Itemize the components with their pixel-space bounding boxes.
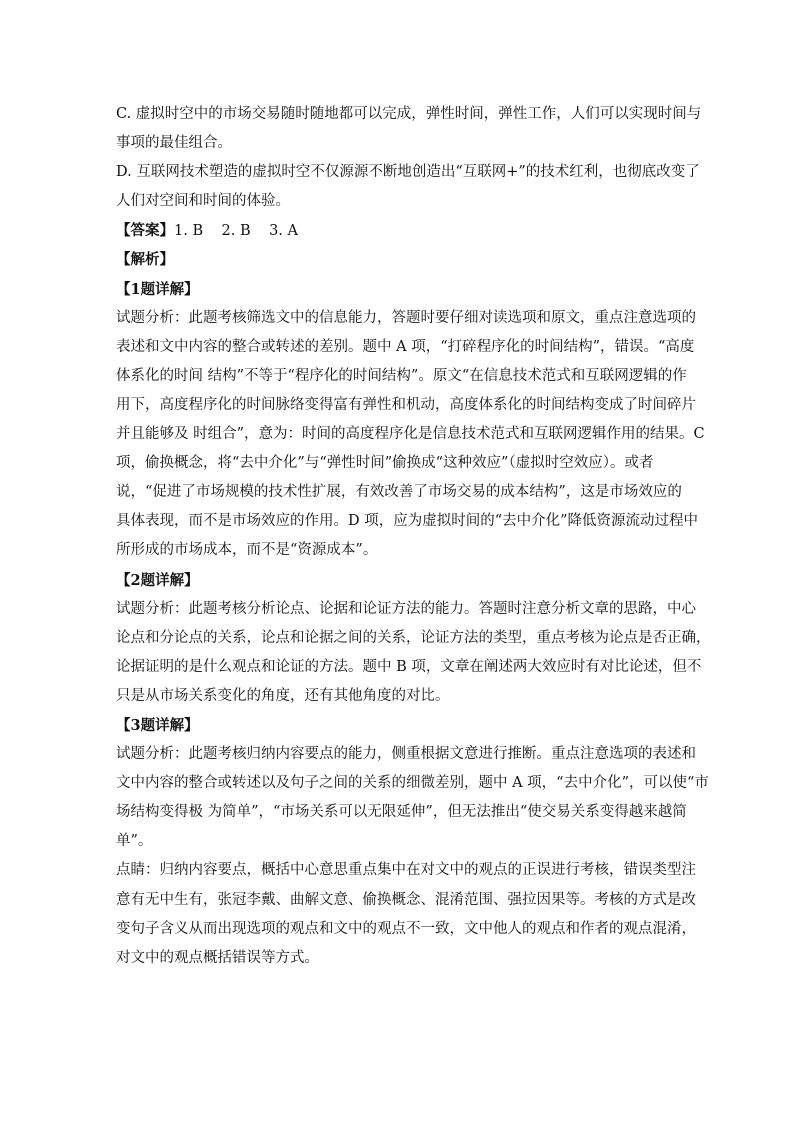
q1-line-2: 表述和文中内容的整合或转述的差别。题中 A 项，“打碎程序化的时间结构”，错误。“高度 xyxy=(116,338,695,355)
q1-heading: 【1题详解】 xyxy=(116,280,199,298)
q2-line-4: 只是从市场关系变化的角度，还有其他角度的对比。 xyxy=(116,687,450,704)
q3-line-2: 文中内容的整合或转述以及句子之间的关系的细微差别，题中 A 项，“去中介化”，可以使“市 xyxy=(116,775,709,792)
q1-line-4: 用下，高度程序化的时间脉络变得富有弹性和机动，高度体系化的时间结构变成了时间碎片 xyxy=(116,396,696,413)
analysis-heading: 【解析】 xyxy=(116,251,174,269)
option-d-line-2: 人们对空间和时间的体验。 xyxy=(116,193,290,210)
q1-line-1: 试题分析：此题考核筛选文中的信息能力，答题时要仔细对读选项和原文，重点注意选项的 xyxy=(116,309,696,326)
document-body xyxy=(116,100,711,973)
tip-line-4: 对文中的观点概括错误等方式。 xyxy=(116,949,319,966)
answer-label: 【答案】 xyxy=(116,222,174,240)
q1-line-9: 所形成的市场成本，而不是“资源成本”。 xyxy=(116,542,378,559)
q2-heading: 【2题详解】 xyxy=(116,571,199,589)
answer-line xyxy=(116,216,684,245)
q3-line-4: 单”。 xyxy=(116,833,153,850)
option-d-line-1: D. 互联网技术塑造的虚拟时空不仅源源不断地创造出“互联网+”的技术红利，也彻底改变了 xyxy=(116,164,700,181)
q1-line-3: 体系化的时间 结构”不等于“程序化的时间结构”。原文“在信息技术范式和互联网逻辑的作 xyxy=(116,367,687,384)
q2-line-2: 论点和分论点的关系，论点和论据之间的关系，论证方法的类型，重点考核为论点是否正确， xyxy=(116,629,711,646)
q1-line-5: 并且能够及 时组合”，意为：时间的高度程序化是信息技术范式和互联网逻辑作用的结果。C xyxy=(116,426,705,443)
answer-value: 1. B 2. B 3. A xyxy=(174,223,298,240)
q2-line-3: 论据证明的是什么观点和论证的方法。题中 B 项，文章在阐述两大效应时有对比论述，但不 xyxy=(116,658,702,675)
tip-line-1: 点睛：归纳内容要点，概括中心意思重点集中在对文中的观点的正误进行考核，错误类型注 xyxy=(116,862,696,879)
q1-line-6: 项，偷换概念，将“去中介化”与“弹性时间”偷换成“这种效应”（虚拟时空效应）。或者 xyxy=(116,455,654,472)
q3-line-3: 场结构变得极 为简单”，“市场关系可以无限延伸”，但无法推出“使交易关系变得越来越简 xyxy=(116,804,687,821)
q3-heading: 【3题详解】 xyxy=(116,716,199,734)
tip-line-2: 意有无中生有，张冠李戴、曲解文意、偷换概念、混淆范围、强拉因果等。考核的方式是改 xyxy=(116,891,696,908)
tip-line-3: 变句子含义从而出现选项的观点和文中的观点不一致，文中他人的观点和作者的观点混淆， xyxy=(116,920,696,937)
q1-line-7: 说，“促进了市场规模的技术性扩展，有效改善了市场交易的成本结构”，这是市场效应的 xyxy=(116,484,682,501)
q3-line-1: 试题分析：此题考核归纳内容要点的能力，侧重根据文意进行推断。重点注意选项的表述和 xyxy=(116,746,696,763)
q2-line-1: 试题分析：此题考核分析论点、论据和论证方法的能力。答题时注意分析文章的思路，中心 xyxy=(116,600,696,617)
option-c-line-1: C. 虚拟时空中的市场交易随时随地都可以完成，弹性时间，弹性工作，人们可以实现时间与 xyxy=(116,106,702,122)
q1-line-8: 具体表现，而不是市场效应的作用。D 项，应为虚拟时间的“去中介化”降低资源流动过程中 xyxy=(116,513,699,530)
option-c-line-2: 事项的最佳组合。 xyxy=(116,135,232,152)
